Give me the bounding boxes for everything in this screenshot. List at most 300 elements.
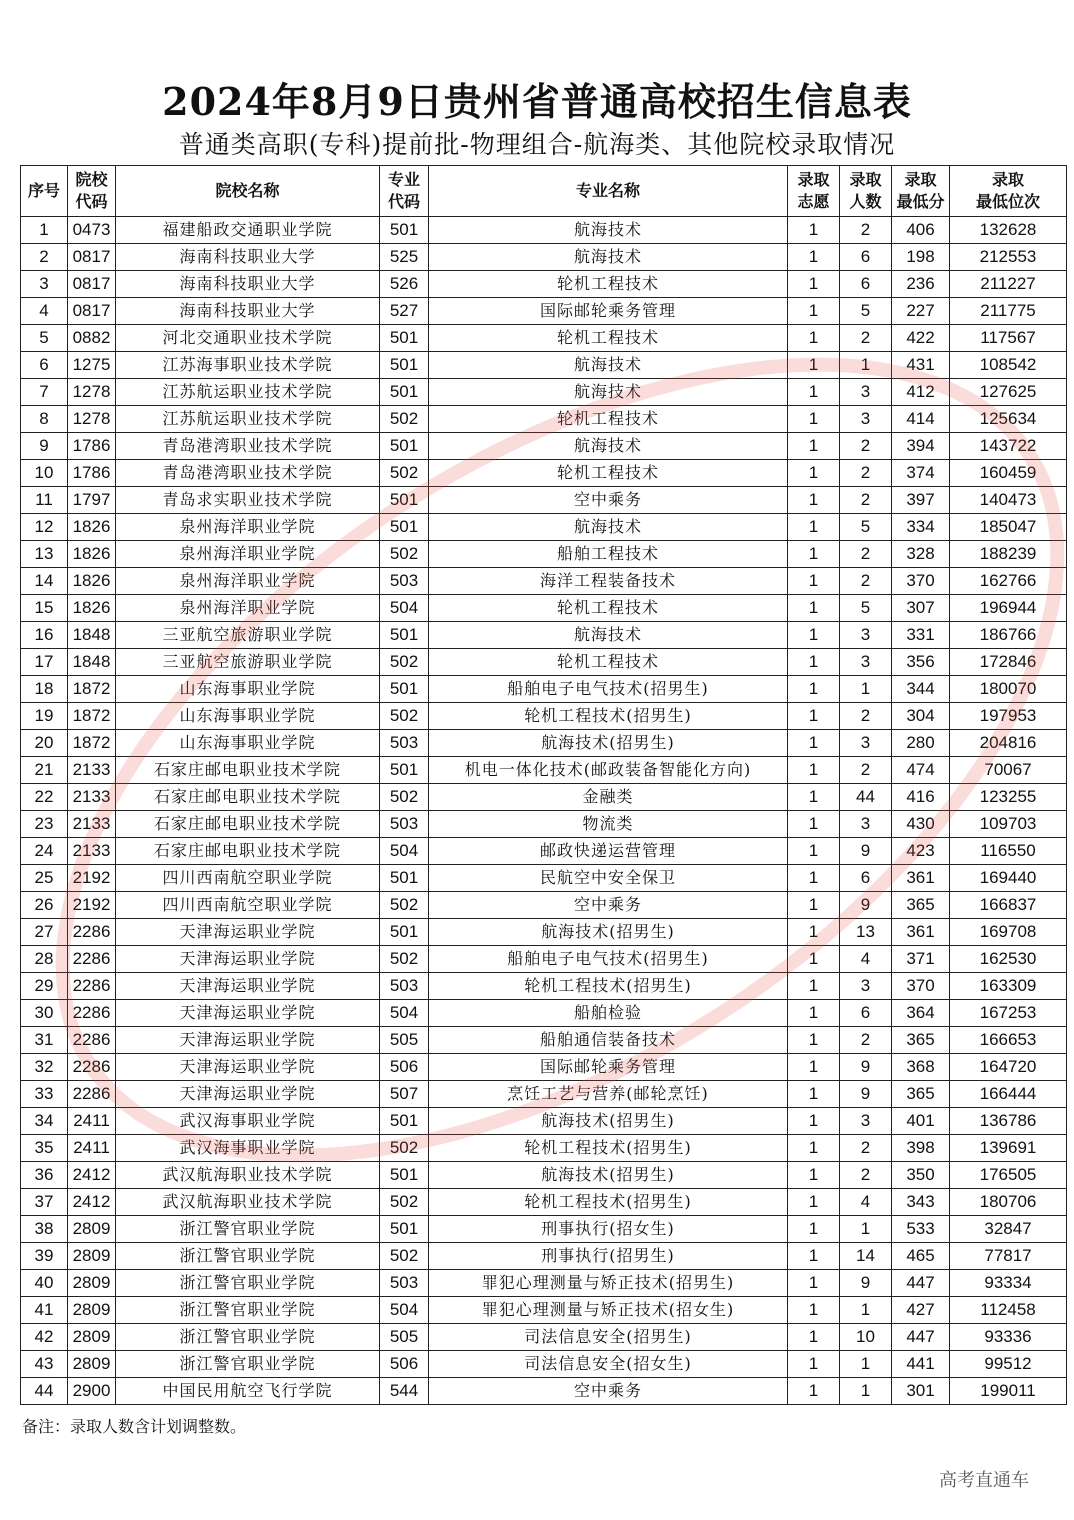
cell-seq: 8: [21, 406, 68, 433]
cell-count: 4: [840, 946, 892, 973]
cell-choice: 1: [788, 1135, 840, 1162]
cell-major-code: 501: [380, 622, 429, 649]
cell-major-name: 航海技术(招男生): [429, 919, 788, 946]
cell-major-name: 轮机工程技术(招男生): [429, 1135, 788, 1162]
cell-major-name: 轮机工程技术(招男生): [429, 1189, 788, 1216]
cell-school-code: 2286: [68, 1054, 116, 1081]
table-row: [21, 649, 1067, 676]
cell-school-name: 浙江警官职业学院: [116, 1324, 380, 1351]
cell-school-code: 0473: [68, 217, 116, 244]
cell-min-rank: 70067: [950, 757, 1067, 784]
cell-school-name: 天津海运职业学院: [116, 1000, 380, 1027]
cell-choice: 1: [788, 1054, 840, 1081]
cell-major-name: 空中乘务: [429, 487, 788, 514]
cell-school-name: 天津海运职业学院: [116, 1054, 380, 1081]
cell-min-score: 414: [892, 406, 950, 433]
cell-major-name: 航海技术: [429, 244, 788, 271]
cell-seq: 41: [21, 1297, 68, 1324]
cell-min-score: 350: [892, 1162, 950, 1189]
cell-school-code: 2192: [68, 892, 116, 919]
cell-count: 2: [840, 1135, 892, 1162]
cell-major-name: 航海技术: [429, 514, 788, 541]
cell-seq: 25: [21, 865, 68, 892]
cell-major-name: 轮机工程技术(招男生): [429, 973, 788, 1000]
cell-choice: 1: [788, 1108, 840, 1135]
cell-major-code: 502: [380, 1189, 429, 1216]
cell-major-name: 船舶工程技术: [429, 541, 788, 568]
cell-count: 2: [840, 703, 892, 730]
cell-min-rank: 166837: [950, 892, 1067, 919]
table-row: [21, 244, 1067, 271]
cell-seq: 43: [21, 1351, 68, 1378]
cell-major-code: 502: [380, 892, 429, 919]
cell-major-code: 502: [380, 703, 429, 730]
document-subtitle: 普通类高职(专科)提前批-物理组合-航海类、其他院校录取情况: [178, 130, 896, 159]
cell-count: 10: [840, 1324, 892, 1351]
cell-choice: 1: [788, 406, 840, 433]
cell-major-code: 501: [380, 1216, 429, 1243]
cell-school-name: 泉州海洋职业学院: [116, 568, 380, 595]
cell-school-name: 浙江警官职业学院: [116, 1351, 380, 1378]
cell-count: 14: [840, 1243, 892, 1270]
cell-major-code: 502: [380, 1243, 429, 1270]
cell-major-code: 506: [380, 1351, 429, 1378]
header-school-name: 院校名称: [116, 166, 380, 217]
cell-major-code: 525: [380, 244, 429, 271]
cell-min-rank: 162530: [950, 946, 1067, 973]
cell-seq: 5: [21, 325, 68, 352]
cell-seq: 16: [21, 622, 68, 649]
cell-school-name: 天津海运职业学院: [116, 946, 380, 973]
cell-count: 6: [840, 1000, 892, 1027]
cell-choice: 1: [788, 703, 840, 730]
table-header-row: [21, 166, 1067, 217]
cell-school-code: 2411: [68, 1135, 116, 1162]
cell-school-code: 2133: [68, 757, 116, 784]
cell-major-code: 507: [380, 1081, 429, 1108]
cell-count: 2: [840, 541, 892, 568]
cell-count: 5: [840, 298, 892, 325]
cell-min-score: 447: [892, 1270, 950, 1297]
cell-major-code: 502: [380, 1135, 429, 1162]
cell-min-rank: 77817: [950, 1243, 1067, 1270]
table-row: [21, 298, 1067, 325]
cell-school-code: 2192: [68, 865, 116, 892]
cell-count: 2: [840, 1027, 892, 1054]
cell-major-code: 501: [380, 1162, 429, 1189]
cell-school-name: 河北交通职业技术学院: [116, 325, 380, 352]
cell-major-name: 金融类: [429, 784, 788, 811]
cell-school-name: 武汉海事职业学院: [116, 1108, 380, 1135]
cell-min-score: 301: [892, 1378, 950, 1405]
cell-major-code: 526: [380, 271, 429, 298]
cell-choice: 1: [788, 352, 840, 379]
cell-major-name: 航海技术(招男生): [429, 1108, 788, 1135]
cell-choice: 1: [788, 946, 840, 973]
cell-school-name: 青岛港湾职业技术学院: [116, 460, 380, 487]
cell-school-code: 2412: [68, 1189, 116, 1216]
cell-school-code: 1872: [68, 676, 116, 703]
cell-major-name: 空中乘务: [429, 1378, 788, 1405]
cell-school-name: 泉州海洋职业学院: [116, 514, 380, 541]
cell-seq: 20: [21, 730, 68, 757]
cell-school-code: 2133: [68, 784, 116, 811]
cell-min-score: 280: [892, 730, 950, 757]
cell-min-rank: 160459: [950, 460, 1067, 487]
cell-school-name: 青岛港湾职业技术学院: [116, 433, 380, 460]
cell-choice: 1: [788, 892, 840, 919]
cell-school-name: 武汉航海职业技术学院: [116, 1162, 380, 1189]
cell-choice: 1: [788, 595, 840, 622]
cell-choice: 1: [788, 1378, 840, 1405]
cell-school-name: 江苏海事职业技术学院: [116, 352, 380, 379]
cell-seq: 6: [21, 352, 68, 379]
cell-min-rank: 180070: [950, 676, 1067, 703]
table-row: [21, 568, 1067, 595]
cell-count: 2: [840, 487, 892, 514]
cell-seq: 2: [21, 244, 68, 271]
cell-school-name: 浙江警官职业学院: [116, 1297, 380, 1324]
cell-school-code: 2809: [68, 1243, 116, 1270]
table-row: [21, 1216, 1067, 1243]
cell-major-code: 503: [380, 811, 429, 838]
cell-min-rank: 123255: [950, 784, 1067, 811]
table-row: [21, 379, 1067, 406]
cell-major-name: 海洋工程装备技术: [429, 568, 788, 595]
cell-min-rank: 132628: [950, 217, 1067, 244]
cell-min-rank: 116550: [950, 838, 1067, 865]
cell-choice: 1: [788, 217, 840, 244]
table-row: [21, 811, 1067, 838]
table-body: [21, 217, 1067, 1405]
cell-seq: 23: [21, 811, 68, 838]
cell-major-code: 501: [380, 514, 429, 541]
cell-major-name: 轮机工程技术: [429, 595, 788, 622]
cell-school-code: 2133: [68, 838, 116, 865]
cell-choice: 1: [788, 1000, 840, 1027]
cell-min-score: 423: [892, 838, 950, 865]
cell-school-code: 2412: [68, 1162, 116, 1189]
table-row: [21, 541, 1067, 568]
cell-count: 3: [840, 649, 892, 676]
cell-min-rank: 211227: [950, 271, 1067, 298]
cell-min-rank: 199011: [950, 1378, 1067, 1405]
cell-major-code: 503: [380, 973, 429, 1000]
table-row: [21, 919, 1067, 946]
cell-school-name: 海南科技职业大学: [116, 244, 380, 271]
cell-choice: 1: [788, 568, 840, 595]
cell-choice: 1: [788, 676, 840, 703]
cell-min-score: 356: [892, 649, 950, 676]
cell-min-rank: 204816: [950, 730, 1067, 757]
cell-min-score: 365: [892, 1027, 950, 1054]
cell-seq: 36: [21, 1162, 68, 1189]
cell-school-code: 2411: [68, 1108, 116, 1135]
cell-school-name: 四川西南航空职业学院: [116, 865, 380, 892]
cell-major-name: 司法信息安全(招女生): [429, 1351, 788, 1378]
cell-count: 9: [840, 892, 892, 919]
cell-major-name: 轮机工程技术(招男生): [429, 703, 788, 730]
cell-min-score: 397: [892, 487, 950, 514]
cell-min-score: 422: [892, 325, 950, 352]
cell-count: 9: [840, 838, 892, 865]
cell-major-code: 501: [380, 676, 429, 703]
table-row: [21, 1297, 1067, 1324]
table-row: [21, 892, 1067, 919]
table-row: [21, 1351, 1067, 1378]
cell-count: 2: [840, 757, 892, 784]
cell-min-score: 365: [892, 1081, 950, 1108]
cell-min-score: 406: [892, 217, 950, 244]
cell-count: 1: [840, 1351, 892, 1378]
cell-school-name: 天津海运职业学院: [116, 1081, 380, 1108]
cell-major-code: 527: [380, 298, 429, 325]
cell-choice: 1: [788, 1243, 840, 1270]
cell-major-code: 505: [380, 1027, 429, 1054]
table-row: [21, 1378, 1067, 1405]
cell-min-score: 344: [892, 676, 950, 703]
cell-min-score: 370: [892, 568, 950, 595]
cell-school-name: 武汉海事职业学院: [116, 1135, 380, 1162]
cell-choice: 1: [788, 1324, 840, 1351]
cell-major-name: 邮政快递运营管理: [429, 838, 788, 865]
header-major-code: 专业 代码: [380, 166, 429, 217]
cell-major-name: 刑事执行(招女生): [429, 1216, 788, 1243]
cell-min-rank: 180706: [950, 1189, 1067, 1216]
cell-school-code: 1275: [68, 352, 116, 379]
cell-school-name: 山东海事职业学院: [116, 703, 380, 730]
table-row: [21, 595, 1067, 622]
cell-school-name: 三亚航空旅游职业学院: [116, 649, 380, 676]
cell-choice: 1: [788, 1351, 840, 1378]
cell-min-score: 474: [892, 757, 950, 784]
cell-school-code: 2809: [68, 1324, 116, 1351]
cell-school-name: 山东海事职业学院: [116, 730, 380, 757]
cell-seq: 19: [21, 703, 68, 730]
cell-seq: 37: [21, 1189, 68, 1216]
table-row: [21, 1324, 1067, 1351]
cell-min-rank: 125634: [950, 406, 1067, 433]
cell-min-rank: 169440: [950, 865, 1067, 892]
cell-count: 6: [840, 865, 892, 892]
cell-major-code: 502: [380, 649, 429, 676]
cell-seq: 4: [21, 298, 68, 325]
cell-choice: 1: [788, 865, 840, 892]
cell-min-rank: 186766: [950, 622, 1067, 649]
cell-major-code: 506: [380, 1054, 429, 1081]
cell-min-score: 374: [892, 460, 950, 487]
cell-min-score: 370: [892, 973, 950, 1000]
cell-school-code: 2286: [68, 1027, 116, 1054]
cell-major-code: 501: [380, 1108, 429, 1135]
table-row: [21, 703, 1067, 730]
cell-min-score: 364: [892, 1000, 950, 1027]
cell-choice: 1: [788, 514, 840, 541]
cell-min-rank: 188239: [950, 541, 1067, 568]
cell-major-code: 502: [380, 541, 429, 568]
cell-count: 6: [840, 244, 892, 271]
cell-min-score: 198: [892, 244, 950, 271]
cell-min-score: 365: [892, 892, 950, 919]
cell-school-name: 青岛求实职业技术学院: [116, 487, 380, 514]
cell-count: 1: [840, 1378, 892, 1405]
cell-school-name: 江苏航运职业技术学院: [116, 379, 380, 406]
cell-min-rank: 197953: [950, 703, 1067, 730]
cell-min-score: 412: [892, 379, 950, 406]
cell-count: 3: [840, 730, 892, 757]
cell-count: 3: [840, 973, 892, 1000]
cell-school-code: 1797: [68, 487, 116, 514]
cell-count: 44: [840, 784, 892, 811]
header-school-code: 院校 代码: [68, 166, 116, 217]
cell-count: 9: [840, 1081, 892, 1108]
cell-min-rank: 162766: [950, 568, 1067, 595]
cell-count: 6: [840, 271, 892, 298]
cell-choice: 1: [788, 1270, 840, 1297]
cell-major-name: 国际邮轮乘务管理: [429, 298, 788, 325]
table-row: [21, 271, 1067, 298]
cell-school-code: 2286: [68, 973, 116, 1000]
cell-seq: 27: [21, 919, 68, 946]
cell-count: 2: [840, 460, 892, 487]
cell-choice: 1: [788, 730, 840, 757]
cell-school-code: 2809: [68, 1270, 116, 1297]
cell-min-rank: 166653: [950, 1027, 1067, 1054]
cell-major-code: 504: [380, 595, 429, 622]
cell-count: 1: [840, 352, 892, 379]
cell-seq: 34: [21, 1108, 68, 1135]
cell-count: 2: [840, 217, 892, 244]
cell-school-name: 石家庄邮电职业技术学院: [116, 838, 380, 865]
cell-choice: 1: [788, 622, 840, 649]
cell-school-code: 1786: [68, 460, 116, 487]
cell-min-rank: 167253: [950, 1000, 1067, 1027]
cell-choice: 1: [788, 1081, 840, 1108]
cell-seq: 22: [21, 784, 68, 811]
cell-seq: 26: [21, 892, 68, 919]
cell-school-name: 泉州海洋职业学院: [116, 541, 380, 568]
cell-school-code: 0817: [68, 271, 116, 298]
cell-min-score: 227: [892, 298, 950, 325]
cell-count: 2: [840, 325, 892, 352]
header-count: 录取 人数: [840, 166, 892, 217]
cell-count: 2: [840, 568, 892, 595]
cell-major-code: 504: [380, 1000, 429, 1027]
cell-school-code: 2809: [68, 1297, 116, 1324]
cell-choice: 1: [788, 838, 840, 865]
cell-major-name: 船舶电子电气技术(招男生): [429, 676, 788, 703]
cell-count: 3: [840, 379, 892, 406]
table-row: [21, 946, 1067, 973]
cell-school-code: 2286: [68, 919, 116, 946]
cell-min-rank: 117567: [950, 325, 1067, 352]
cell-major-name: 民航空中安全保卫: [429, 865, 788, 892]
cell-min-score: 343: [892, 1189, 950, 1216]
cell-school-code: 2286: [68, 1000, 116, 1027]
cell-seq: 7: [21, 379, 68, 406]
cell-school-code: 0817: [68, 244, 116, 271]
cell-major-name: 船舶检验: [429, 1000, 788, 1027]
cell-min-rank: 99512: [950, 1351, 1067, 1378]
cell-major-code: 504: [380, 838, 429, 865]
cell-major-code: 502: [380, 946, 429, 973]
cell-count: 3: [840, 406, 892, 433]
cell-min-rank: 166444: [950, 1081, 1067, 1108]
table-row: [21, 730, 1067, 757]
table-row: [21, 1162, 1067, 1189]
cell-school-name: 武汉航海职业技术学院: [116, 1189, 380, 1216]
cell-major-code: 502: [380, 406, 429, 433]
header-seq: 序号: [21, 166, 68, 217]
cell-min-score: 331: [892, 622, 950, 649]
cell-count: 13: [840, 919, 892, 946]
cell-school-code: 1826: [68, 568, 116, 595]
cell-major-code: 501: [380, 433, 429, 460]
table-row: [21, 487, 1067, 514]
cell-school-code: 1848: [68, 649, 116, 676]
cell-min-score: 304: [892, 703, 950, 730]
table-row: [21, 460, 1067, 487]
cell-choice: 1: [788, 433, 840, 460]
cell-major-code: 501: [380, 217, 429, 244]
cell-min-rank: 32847: [950, 1216, 1067, 1243]
cell-min-score: 401: [892, 1108, 950, 1135]
cell-major-name: 船舶电子电气技术(招男生): [429, 946, 788, 973]
cell-min-rank: 109703: [950, 811, 1067, 838]
cell-school-name: 石家庄邮电职业技术学院: [116, 784, 380, 811]
cell-seq: 24: [21, 838, 68, 865]
cell-choice: 1: [788, 271, 840, 298]
cell-major-name: 航海技术: [429, 217, 788, 244]
cell-count: 9: [840, 1054, 892, 1081]
cell-min-rank: 212553: [950, 244, 1067, 271]
cell-major-name: 航海技术: [429, 352, 788, 379]
cell-min-score: 441: [892, 1351, 950, 1378]
cell-seq: 1: [21, 217, 68, 244]
cell-major-name: 航海技术(招男生): [429, 1162, 788, 1189]
cell-choice: 1: [788, 1297, 840, 1324]
cell-major-name: 司法信息安全(招男生): [429, 1324, 788, 1351]
cell-major-name: 烹饪工艺与营养(邮轮烹饪): [429, 1081, 788, 1108]
footnote: 备注：录取人数含计划调整数。: [22, 1417, 247, 1436]
cell-major-name: 航海技术: [429, 622, 788, 649]
cell-min-rank: 136786: [950, 1108, 1067, 1135]
cell-choice: 1: [788, 757, 840, 784]
cell-min-rank: 169708: [950, 919, 1067, 946]
cell-major-code: 502: [380, 460, 429, 487]
cell-school-code: 2133: [68, 811, 116, 838]
admission-table: [20, 165, 1067, 1405]
table-row: [21, 784, 1067, 811]
cell-major-name: 国际邮轮乘务管理: [429, 1054, 788, 1081]
cell-choice: 1: [788, 244, 840, 271]
cell-school-code: 2809: [68, 1216, 116, 1243]
cell-school-code: 2286: [68, 1081, 116, 1108]
cell-major-code: 501: [380, 352, 429, 379]
cell-seq: 13: [21, 541, 68, 568]
cell-school-code: 1786: [68, 433, 116, 460]
cell-seq: 18: [21, 676, 68, 703]
table-row: [21, 1081, 1067, 1108]
cell-choice: 1: [788, 1162, 840, 1189]
cell-school-name: 山东海事职业学院: [116, 676, 380, 703]
cell-count: 2: [840, 433, 892, 460]
cell-choice: 1: [788, 541, 840, 568]
cell-major-name: 航海技术(招男生): [429, 730, 788, 757]
cell-school-name: 江苏航运职业技术学院: [116, 406, 380, 433]
cell-major-name: 轮机工程技术: [429, 460, 788, 487]
cell-major-code: 505: [380, 1324, 429, 1351]
